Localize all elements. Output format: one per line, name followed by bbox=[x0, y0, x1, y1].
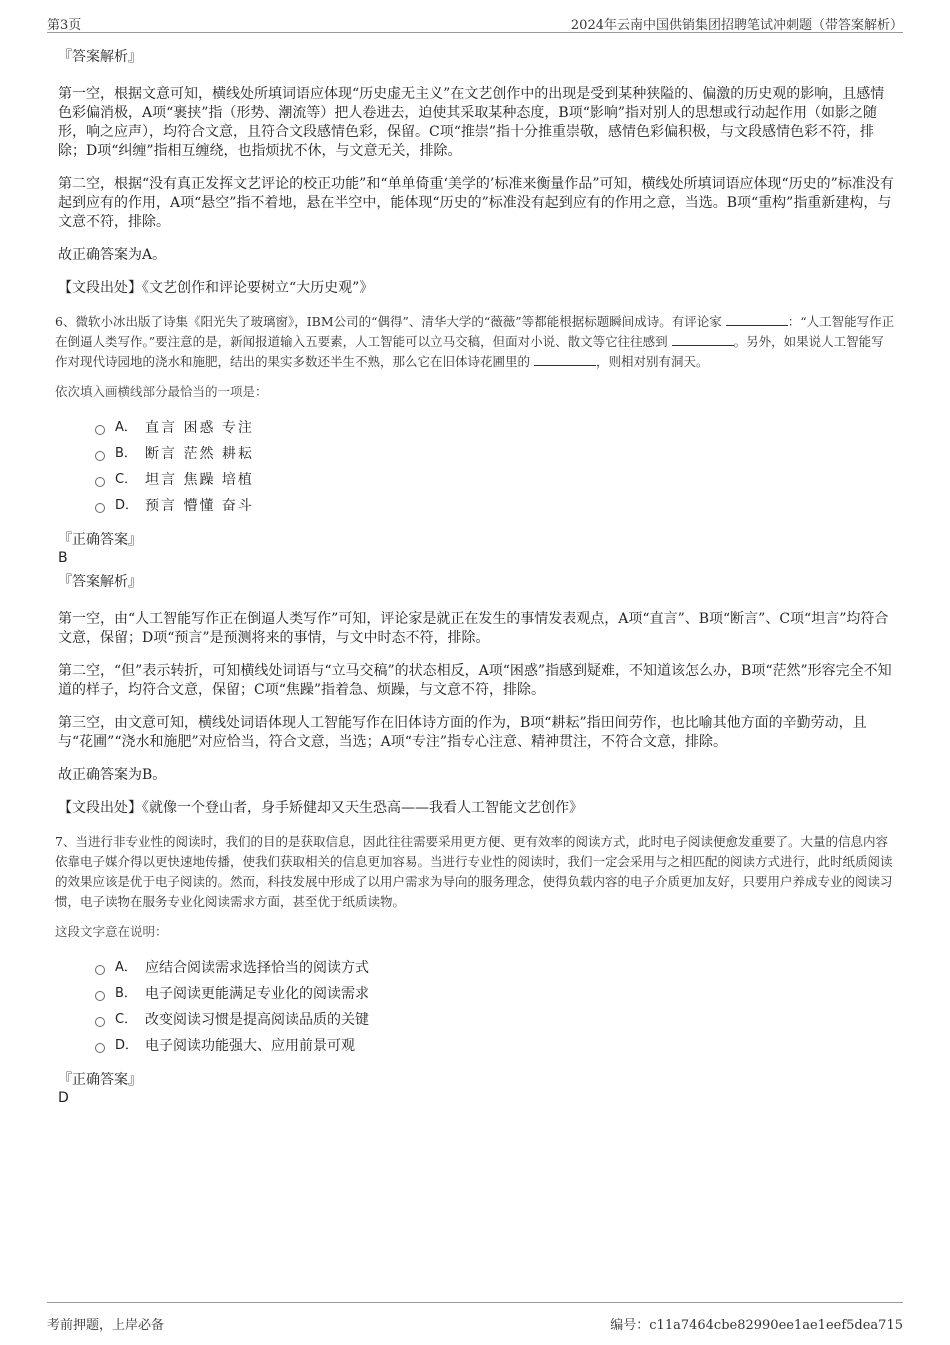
question-stem: 7、当进行非专业性的阅读时，我们的目的是获取信息，因此往往需要采用更方便、更有效率的阅读方式，此时电子阅读便愈发重要了。大量的信息内容依靠电子媒介得以更快速地传播，使我们获取相关的信息更加容易。当进行专业性的阅读时，我们一定会采用与之相匹配的阅读方式进行，此时纸质阅读的效果应该是优于电子阅读的。然而，科技发展中形成了以用户需求为导向的服务理念，使得负载内容的电子介质更加友好，只要用户养成专业的阅读习惯，电子读物在服务专业化阅读需求方面，甚至优于纸质读物。 bbox=[55, 834, 893, 909]
correct-answer-value: D bbox=[58, 1090, 69, 1106]
analysis-label: 『答案解析』 bbox=[58, 49, 142, 65]
option-text: 电子阅读功能强大、应用前景可观 bbox=[145, 1038, 355, 1054]
analysis-paragraph: 第二空，根据“没有真正发挥文艺评论的校正功能”和“单单倚重‘美学的’标准来衡量作品”可知，横线处所填词语应体现“历史的”标准没有起到应有的作用，A项“悬空”指不着地，悬在半空中，能体现“历史的”标准没有起到应有的作用之意，当选。B项“重构”指重新建构，与文意不符，排除。 bbox=[58, 176, 894, 230]
analysis-paragraph: 第二空，“但”表示转折，可知横线处词语与“立马交稿”的状态相反，A项“困惑”指感到疑难，不知道该怎么办，B项“茫然”形容完全不知道的样子，均符合文意，保留；C项“焦躁”指着急、烦躁，与文意不符，排除。 bbox=[58, 663, 892, 698]
conclusion-text: 故正确答案为B。 bbox=[58, 767, 167, 783]
option-text: 坦言 焦躁 培植 bbox=[145, 472, 254, 488]
fill-blank bbox=[534, 352, 596, 366]
radio-button[interactable] bbox=[95, 965, 105, 975]
option-c[interactable]: C． 改变阅读习惯是提高阅读品质的关键 bbox=[95, 1007, 895, 1033]
document-title: 2024年云南中国供销集团招聘笔试冲刺题（带答案解析） bbox=[570, 18, 903, 33]
source-citation: 【文段出处】《就像一个登山者，身手矫健却又天生恐高——我看人工智能文艺创作》 bbox=[58, 800, 583, 816]
analysis-paragraph: 第一空，由“人工智能写作正在倒逼人类写作”可知，评论家是就正在发生的事情发表观点，A项“直言”、B项“断言”、C项“坦言”均符合文意，保留；D项“预言”是预测将来的事情，与文中时态不符，排除。 bbox=[58, 611, 889, 646]
option-a[interactable]: A． 应结合阅读需求选择恰当的阅读方式 bbox=[95, 955, 895, 981]
radio-button[interactable] bbox=[95, 451, 105, 461]
radio-button[interactable] bbox=[95, 477, 105, 487]
question-prompt: 依次填入画横线部分最恰当的一项是： bbox=[55, 384, 268, 399]
conclusion-text: 故正确答案为A。 bbox=[58, 247, 167, 263]
option-d[interactable]: D． 电子阅读功能强大、应用前景可观 bbox=[95, 1033, 895, 1059]
question-prompt: 这段文字意在说明： bbox=[55, 924, 168, 939]
correct-answer-value: B bbox=[58, 550, 68, 566]
fill-blank bbox=[726, 312, 788, 326]
option-list bbox=[95, 415, 895, 519]
radio-button[interactable] bbox=[95, 1017, 105, 1027]
page-footer bbox=[47, 1302, 903, 1331]
option-text: 改变阅读习惯是提高阅读品质的关键 bbox=[145, 1012, 369, 1028]
source-citation: 【文段出处】《文艺创作和评论要树立“大历史观”》 bbox=[58, 280, 374, 296]
option-text: 电子阅读更能满足专业化的阅读需求 bbox=[145, 986, 369, 1002]
analysis-paragraph: 第一空，根据文意可知，横线处所填词语应体现“历史虚无主义”在文艺创作中的出现是受到某种狭隘的、偏激的历史观的影响，且感情色彩偏消极，A项“裹挟”指（形势、潮流等）把人卷进去，迫使其采取某种态度，B项“影响”指对别人的思想或行动起作用（如影之随形，响之应声），均符合文意，且符合文段感情色彩，保留。C项“推崇”指十分推重崇敬，感情色彩偏积极，与文段感情色彩不符，排除；D项“纠缠”指相互缠绕，也指烦扰不休，与文意无关，排除。 bbox=[58, 86, 885, 159]
option-text: 直言 困惑 专注 bbox=[145, 420, 254, 436]
document-body bbox=[55, 46, 895, 1111]
page-header bbox=[47, 12, 903, 33]
analysis-label: 『答案解析』 bbox=[58, 574, 142, 590]
radio-button[interactable] bbox=[95, 1043, 105, 1053]
question-number: 7、 bbox=[55, 834, 76, 849]
radio-button[interactable] bbox=[95, 991, 105, 1001]
option-text: 预言 懵懂 奋斗 bbox=[145, 498, 254, 514]
option-list bbox=[95, 955, 895, 1059]
question-stem: 6、微软小冰出版了诗集《阳光失了玻璃窗》，IBM公司的“偶得”、清华大学的“薇薇”等都能根据标题瞬间成诗。有评论家 ：“人工智能写作正在倒逼人类写作。”要注意的是，新闻报道输入五要素，人工智能可以立马交稿，但面对小说、散文等它往往感到 。另外，如果说人工智能写作对现代诗园地的浇水和施肥，结出的果实多数还半生不熟，那么它在旧体诗花圃里的 ，则相对别有洞天。 bbox=[55, 314, 895, 369]
option-a[interactable]: A． 直言 困惑 专注 bbox=[95, 415, 895, 441]
option-text: 断言 茫然 耕耘 bbox=[145, 446, 254, 462]
option-b[interactable]: B． 断言 茫然 耕耘 bbox=[95, 441, 895, 467]
option-b[interactable]: B． 电子阅读更能满足专业化的阅读需求 bbox=[95, 981, 895, 1007]
footer-slogan: 考前押题，上岸必备 bbox=[47, 1318, 165, 1333]
analysis-paragraph: 第三空，由文意可知，横线处词语体现人工智能写作在旧体诗方面的作为，B项“耕耘”指田间劳作，也比喻其他方面的辛勤劳动，且与“花圃”“浇水和施肥”对应恰当，符合文意，当选；A项“专注”指专心注意、精神贯注，不符合文意，排除。 bbox=[58, 715, 867, 750]
page-number: 第3页 bbox=[47, 18, 82, 33]
question-number: 6、 bbox=[55, 314, 76, 329]
option-c[interactable]: C． 坦言 焦躁 培植 bbox=[95, 467, 895, 493]
option-d[interactable]: D． 预言 懵懂 奋斗 bbox=[95, 493, 895, 519]
document-id: 编号：c11a7464cbe82990ee1ae1eef5dea715 bbox=[610, 1318, 903, 1333]
correct-answer-label: 『正确答案』 bbox=[58, 532, 142, 548]
correct-answer-label: 『正确答案』 bbox=[58, 1072, 142, 1088]
radio-button[interactable] bbox=[95, 425, 105, 435]
fill-blank bbox=[672, 332, 734, 346]
radio-button[interactable] bbox=[95, 503, 105, 513]
option-text: 应结合阅读需求选择恰当的阅读方式 bbox=[145, 960, 369, 976]
